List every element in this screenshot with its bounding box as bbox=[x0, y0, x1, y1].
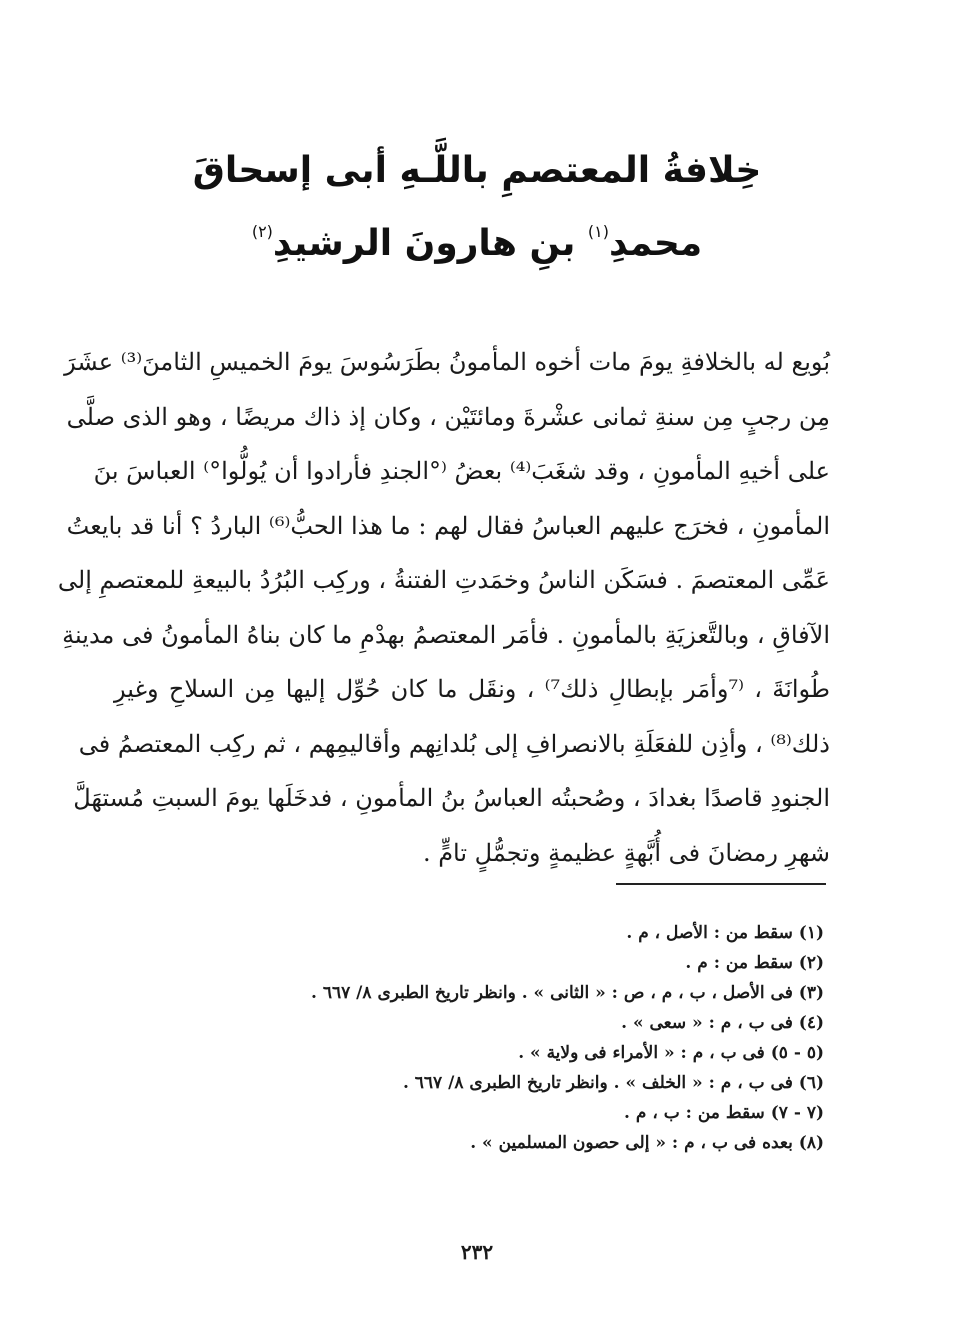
page-number: ٢٣٢ bbox=[460, 1240, 494, 1264]
body-paragraph bbox=[57, 335, 830, 880]
footnote: (٨) بعده فى ب ، م : « إلى حصون المسلمين » . bbox=[470, 1133, 824, 1153]
body-line: عَمِّى المعتصمَ . فسَكَن الناسُ وخمَدتِ الفتنةُ ، وركِب البُرُدُ بالبيعةِ للمعتصمِ إلى bbox=[57, 566, 830, 594]
body-line: ذلك⁽⁸⁾ ، وأذِن للفعَلَةِ بالانصرافِ إلى بُلدانِهم وأقاليمِهم ، ثم ركِب المعتصمُ فى bbox=[78, 729, 830, 758]
body-line: مِن رجبٍ مِن سنةِ ثمانى عشْرةَ ومائتَيْن ، وكان إذ ذاك مريضًا ، وهو الذى صلَّى bbox=[66, 402, 830, 431]
footnote: (٢) سقط من : م . bbox=[685, 953, 824, 973]
footnotes bbox=[224, 918, 824, 1158]
footnote: (٥ - ٥) فى ب ، م : « الأمراء فى ولاية » . bbox=[518, 1043, 824, 1063]
chapter-title-line2 bbox=[150, 222, 804, 264]
footnote: (٣) فى الأصل ، ب ، م ، ص : « الثانى » . وانظر تاريخ الطبرى ٨/ ٦٦٧ . bbox=[311, 983, 824, 1003]
title-lineage: بنِ هارونَ الرشيدِ bbox=[272, 223, 576, 264]
footnote: (١) سقط من : الأصل ، م . bbox=[626, 923, 824, 943]
footnote-marker-2: (٢) bbox=[251, 222, 273, 241]
body-line: طُوانَةَ ، ⁽⁷وأمَر بإبطالِ ذلك⁷⁾ ، ونقَل ما كان حُوِّل إليها مِن السلاحِ وغيرِ bbox=[114, 675, 830, 703]
footnote: (٧ - ٧) سقط من : ب ، م . bbox=[624, 1103, 824, 1123]
body-line: شهرِ رمضانَ فى أُبَّهةٍ عظيمةٍ وتجمُّلٍ تامٍّ . bbox=[422, 838, 830, 867]
footnote-divider bbox=[616, 883, 826, 885]
body-line: بُويع له بالخلافةِ يومَ مات أخوه المأمونُ بطَرَسُوسَ يومَ الخميسِ الثامنَ⁽³⁾ عشَرَ bbox=[64, 348, 830, 376]
body-line: الآفاقِ ، وبالتَّعزيَةِ بالمأمونِ . فأمَر المعتصمُ بهدْمِ ما كان بناهُ المأمونُ فى مدينةِ bbox=[62, 620, 830, 649]
footnote-marker-1: (١) bbox=[587, 222, 609, 241]
body-line: الجنودِ قاصدًا بغدادَ ، وصُحبتُه العباسُ بنُ المأمونِ ، فدخَلَها يومَ السبتِ مُستهَلَّ bbox=[73, 784, 830, 812]
chapter-title-line1: خِلافةُ المعتصمِ باللَّـهِ أبى إسحاقَ bbox=[192, 150, 762, 191]
footnote: (٤) فى ب ، م : « سعى » . bbox=[621, 1013, 824, 1033]
footnote: (٦) فى ب ، م : « الخلف » . وانظر تاريخ الطبرى ٨/ ٦٦٧ . bbox=[402, 1073, 824, 1093]
body-line: المأمونِ ، فخرَج عليهم العباسُ فقال لهم : ما هذا الحبُّ⁽⁶⁾ الباردُ ؟ أنا قد بايعتُ bbox=[66, 511, 830, 540]
body-line: على أخيهِ المأمونِ ، وقد شغَبَ⁽⁴⁾ بعضُ ⁽°الجندِ فأرادوا أن يُولُّوا°⁾ العباسَ بنَ bbox=[93, 457, 830, 485]
title-name: محمدِ bbox=[609, 223, 703, 264]
